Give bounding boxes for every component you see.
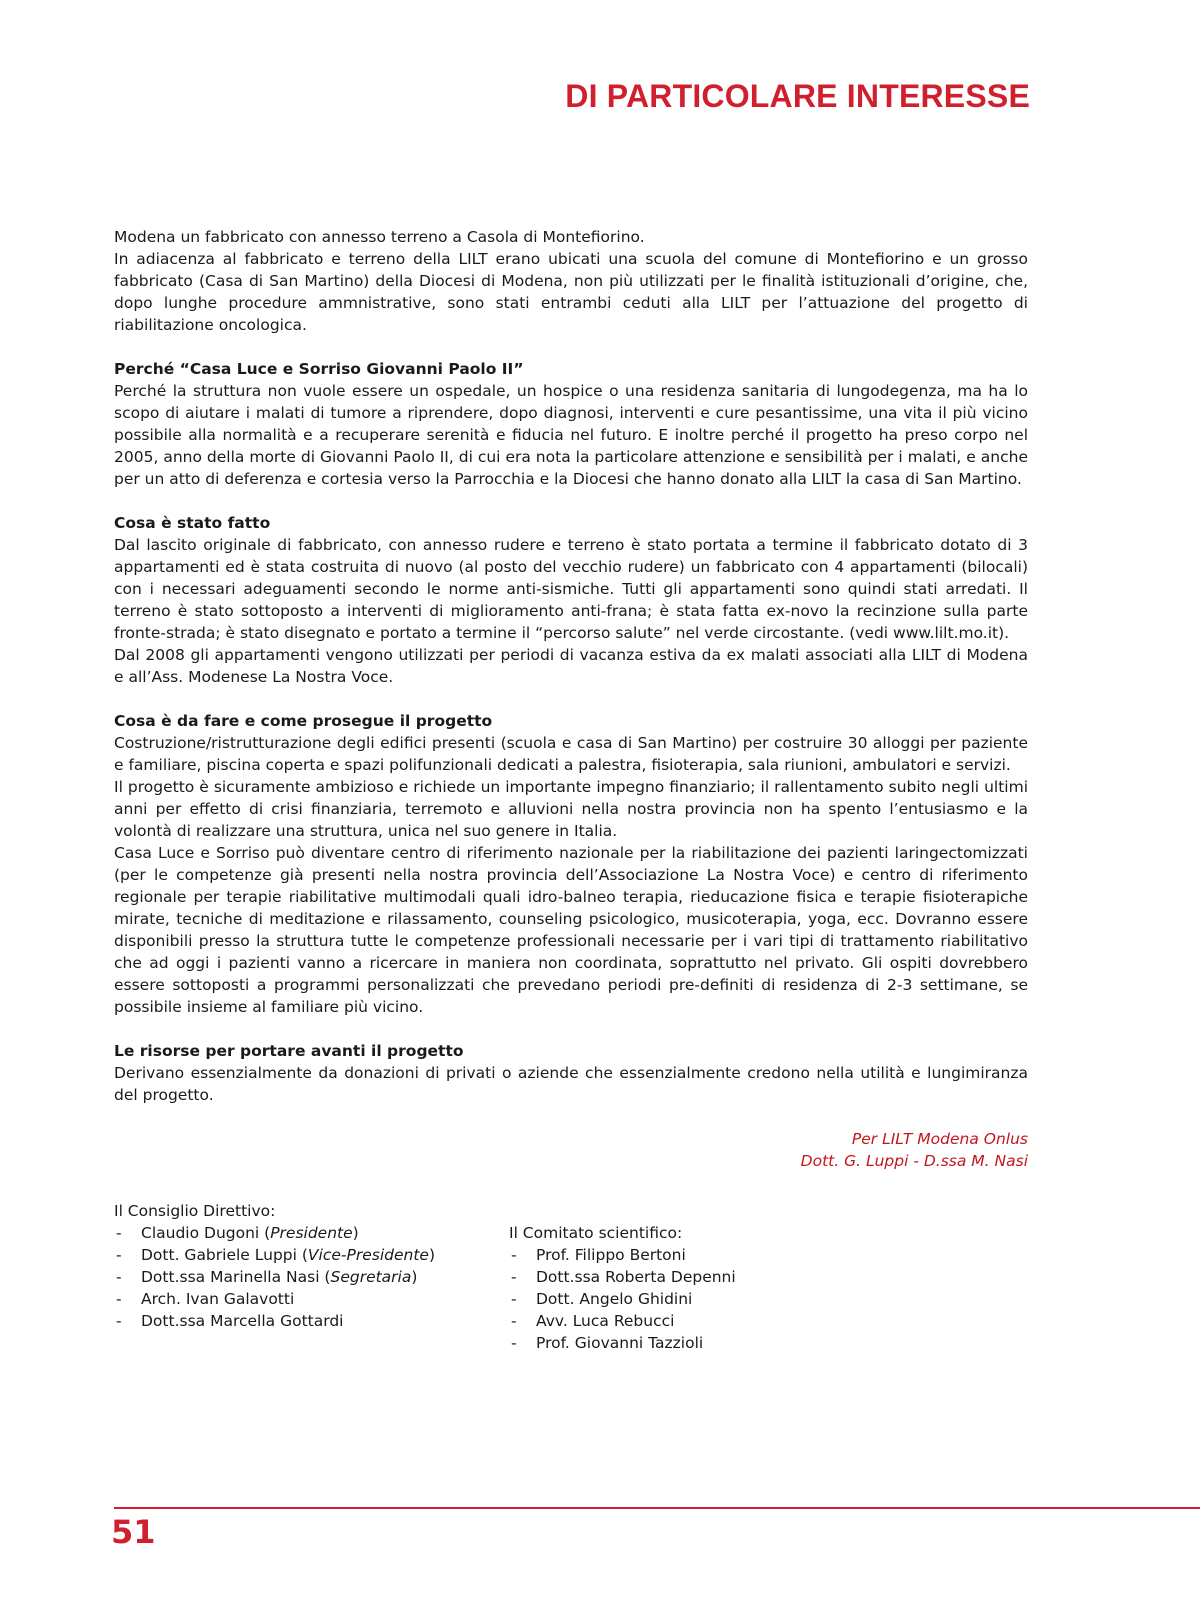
- section-paragraph: Casa Luce e Sorriso può diventare centro di riferimento nazionale per la riabilitazione dei pazienti laringectomizzati (per le competenze già presenti nella nostra provincia dell’Associazione La Nostra Voce) e centro di riferimento regionale per terapie riabilitative multimodali quali idro-balneo terapia, rieducazione fisica e terapie fisioterapiche mirate, tecniche di meditazione e rilassamento, counseling psicologico, musicoterapia, yoga, ecc. Dovranno essere disponibili presso la struttura tutte le competenze professionali necessarie per i vari tipi di trattamento riabilitativo che ad oggi i pazienti vanno a ricercare in maniera non coordinata, soprattutto nel privato. Gli ospiti dovrebbero essere sottoposti a programmi personalizzati che prevedano periodi pre-definiti di residenza di 2-3 settimane, se possibile insieme al familiare più vicino.: [114, 844, 1028, 1016]
- signature-organization: Per LILT Modena Onlus: [851, 1130, 1028, 1148]
- board-member: - Dott. Gabriele Luppi (Vice-Presidente): [116, 1246, 435, 1264]
- board-member: - Dott.ssa Marinella Nasi (Segretaria): [116, 1268, 418, 1286]
- page-title: DI PARTICOLARE INTERESSE: [565, 78, 1030, 114]
- section-paragraph: Costruzione/ristrutturazione degli edifici presenti (scuola e casa di San Martino) per costruire 30 alloggi per paziente e familiare, piscina coperta e spazi polifunzionali dedicati a palestra, fisioterapia, sala riunioni, ambulatori e servizi.: [114, 734, 1028, 774]
- member-name: Arch. Ivan Galavotti: [141, 1290, 295, 1308]
- section-paragraph: Perché la struttura non vuole essere un ospedale, un hospice o una residenza sanitaria di lungodegenza, ma ha lo scopo di aiutare i malati di tumore a riprendere, dopo diagnosi, interventi e cure pesantissime, una vita il più vicino possibile alla normalità e a recuperare serenità e fiducia nel futuro. E inoltre perché il progetto ha preso corpo nel 2005, anno della morte di Giovanni Paolo II, di cui era nota la particolare attenzione e sensibilità per i malati, e anche per un atto di deferenza e cortesia verso la Parrocchia e la Diocesi che hanno donato alla LILT la casa di San Martino.: [114, 382, 1028, 488]
- section-paragraph: Il progetto è sicuramente ambizioso e richiede un importante impegno finanziario; il rallentamento subito negli ultimi anni per effetto di crisi finanziaria, terremoto e alluvioni nella nostra provincia non ha spento l’entusiasmo e la volontà di realizzare una struttura, unica nel suo genere in Italia.: [114, 778, 1028, 840]
- committee-member: - Avv. Luca Rebucci: [511, 1312, 675, 1330]
- intro-paragraph: Modena un fabbricato con annesso terreno a Casola di Montefiorino.: [114, 228, 645, 246]
- section-paragraph: Derivano essenzialmente da donazioni di privati o aziende che essenzialmente credono nella utilità e lungimiranza del progetto.: [114, 1064, 1028, 1104]
- signature-authors: Dott. G. Luppi - D.ssa M. Nasi: [800, 1152, 1028, 1170]
- member-name: Avv. Luca Rebucci: [536, 1312, 675, 1330]
- member-lists: [114, 1200, 1028, 1370]
- committee-list: [509, 1222, 736, 1354]
- article-body: [114, 226, 1028, 1370]
- committee-member: - Dott.ssa Roberta Depenni: [511, 1268, 736, 1286]
- signature: [114, 1128, 1028, 1172]
- board-title: Il Consiglio Direttivo:: [114, 1202, 276, 1220]
- committee-member: - Prof. Giovanni Tazzioli: [511, 1334, 704, 1352]
- section-perche: [114, 358, 1028, 490]
- member-name: Dott. Angelo Ghidini: [536, 1290, 693, 1308]
- member-name: Prof. Filippo Bertoni: [536, 1246, 686, 1264]
- member-name: Claudio Dugoni: [141, 1224, 260, 1242]
- committee-member: - Dott. Angelo Ghidini: [511, 1290, 693, 1308]
- member-name: Dott. Gabriele Luppi: [141, 1246, 297, 1264]
- member-role: Segretaria: [330, 1268, 412, 1286]
- section-paragraph: Dal lascito originale di fabbricato, con annesso rudere e terreno è stato portata a termine il fabbricato dotato di 3 appartamenti ed è stata costruita di nuovo (al posto del vecchio rudere) un fabbricato con 4 appartamenti (bilocali) con i necessari adeguamenti secondo le norme anti-sismiche. Tutti gli appartamenti sono quindi stati arredati. Il terreno è stato sottoposto a interventi di miglioramento anti-frana; è stata fatta ex-novo la recinzione sulla parte fronte-strada; è stato disegnato e portato a termine il “percorso salute” nel verde circostante. (vedi www.lilt.mo.it).: [114, 536, 1028, 642]
- member-role: Presidente: [270, 1224, 353, 1242]
- section-cosa-fare: [114, 710, 1028, 1018]
- member-role: Vice-Presidente: [307, 1246, 429, 1264]
- member-name: Dott.ssa Marcella Gottardi: [141, 1312, 344, 1330]
- member-name: Dott.ssa Marinella Nasi: [141, 1268, 320, 1286]
- section-heading: Cosa è da fare e come prosegue il progetto: [114, 712, 493, 730]
- footer-divider: [114, 1507, 1200, 1509]
- intro: [114, 226, 1028, 336]
- section-paragraph: Dal 2008 gli appartamenti vengono utilizzati per periodi di vacanza estiva da ex malati associati alla LILT di Modena e all’Ass. Modenese La Nostra Voce.: [114, 646, 1028, 686]
- board-member: - Dott.ssa Marcella Gottardi: [116, 1312, 344, 1330]
- section-heading: Cosa è stato fatto: [114, 514, 271, 532]
- section-heading: Le risorse per portare avanti il progetto: [114, 1042, 464, 1060]
- board-member: - Claudio Dugoni (Presidente): [116, 1224, 359, 1242]
- committee-member: - Prof. Filippo Bertoni: [511, 1246, 686, 1264]
- committee-title: Il Comitato scientifico:: [509, 1224, 683, 1242]
- member-name: Dott.ssa Roberta Depenni: [536, 1268, 736, 1286]
- page-number: 51: [111, 1513, 156, 1551]
- board-member: - Arch. Ivan Galavotti: [116, 1290, 295, 1308]
- section-cosa-fatto: [114, 512, 1028, 688]
- intro-paragraph: In adiacenza al fabbricato e terreno della LILT erano ubicati una scuola del comune di Montefiorino e un grosso fabbricato (Casa di San Martino) della Diocesi di Modena, non più utilizzati per le finalità istituzionali d’origine, che, dopo lunghe procedure ammnistrative, sono stati entrambi ceduti alla LILT per l’attuazione del progetto di riabilitazione oncologica.: [114, 250, 1028, 334]
- member-name: Prof. Giovanni Tazzioli: [536, 1334, 704, 1352]
- section-risorse: [114, 1040, 1028, 1106]
- board-list: [114, 1200, 435, 1332]
- section-heading: Perché “Casa Luce e Sorriso Giovanni Paolo II”: [114, 360, 524, 378]
